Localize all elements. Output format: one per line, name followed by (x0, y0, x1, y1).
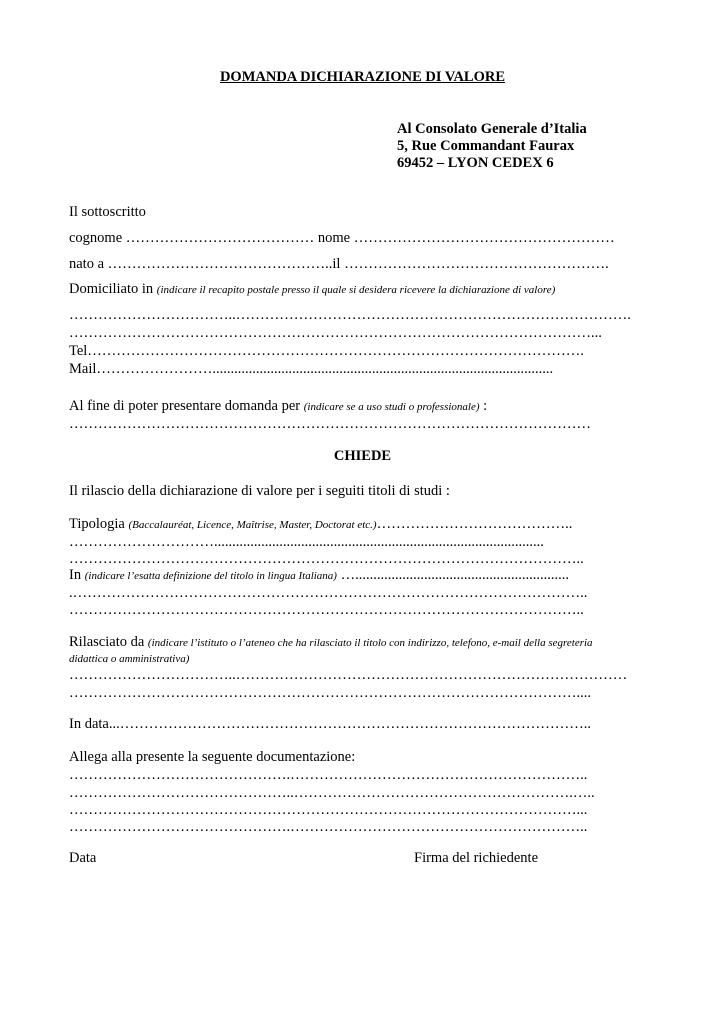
tel-line: Tel…………………………………………………………………………………………. (69, 343, 584, 359)
domicilio-dots-2: ………………………………………………………………………………………………... (69, 325, 602, 341)
sottoscritto-label: Il sottoscritto (69, 204, 146, 220)
chiede-heading: CHIEDE (333, 448, 392, 464)
rilascio-text: Il rilascio della dichiarazione di valore per i seguiti titoli di studi : (69, 483, 450, 499)
allega-text: Allega alla presente la seguente documentazione: (69, 749, 356, 765)
in-note: (indicare l’esatta definizione del titolo in lingua Italiana) (84, 570, 337, 582)
allega-dots-4: ……………………………………….…………………………………………………….. (69, 819, 588, 835)
domicilio-label: Domiciliato in (69, 281, 154, 297)
mail-line: Mail…………………….............................................................................................. (69, 361, 554, 377)
tipologia-line (69, 516, 572, 534)
domicilio-line (69, 281, 555, 299)
in-line (69, 567, 569, 585)
tipologia-dots-1: …………………………........................................................................................... (69, 534, 544, 550)
rilasciato-note-1: (indicare l’istituto o l’ateneo che ha rilasciato il titolo con indirizzo, telefono, e-mail della segreteria (147, 637, 593, 649)
domicilio-note: (indicare il recapito postale presso il quale si desidera ricevere la dichiarazione di valore) (156, 284, 556, 296)
nato-il-line: nato a ………………………………………..il ………………………………………………. (69, 256, 609, 272)
allega-dots-2: ………………………………………..………………………………………………….….. (69, 785, 595, 801)
allega-dots-3: ……………………………………………………………………………………………... (69, 802, 588, 818)
address-line-3: 69452 – LYON CEDEX 6 (397, 155, 554, 171)
rilasciato-note-line-2: didattica o amministrativa) (69, 653, 190, 665)
address-line-1: Al Consolato Generale d’Italia (397, 121, 587, 137)
rilasciato-dots-2: …………………………………………………………………………………………….... (69, 685, 591, 701)
tipologia-label: Tipologia (69, 516, 125, 532)
allega-dots-1: ……………………………………….…………………………………………………….. (69, 767, 588, 783)
in-label: In (69, 567, 82, 583)
domicilio-dots-1: ……………………………..………………………………………………………………………. (69, 307, 631, 323)
in-data-line: In data...…………………………………………………………………………………….. (69, 716, 591, 732)
firma-label: Firma del richiedente (414, 850, 539, 866)
tipologia-dots: ………………………………….. (376, 516, 573, 532)
rilasciato-label: Rilasciato da (69, 634, 145, 650)
in-dots-1: .…………………………………………………………………………………………….. (69, 585, 588, 601)
fine-dots: ……………………………………………………………………………………………… (69, 416, 591, 432)
cognome-nome-line: cognome ………………………………… nome ……………………………………………… (69, 230, 615, 246)
rilasciato-note-2: didattica o amministrativa (69, 653, 186, 665)
tipologia-note: (Baccalauréat, Licence, Maîtrise, Master, Doctorat etc.) (128, 519, 377, 531)
in-dots-2: …………………………………………………………………………………………….. (69, 602, 584, 618)
fine-colon: : (479, 398, 488, 414)
address-line-2: 5, Rue Commandant Faurax (397, 138, 575, 154)
fine-label: Al fine di poter presentare domanda per (69, 398, 301, 414)
fine-line (69, 398, 487, 416)
data-label: Data (69, 850, 97, 866)
document-title: DOMANDA DICHIARAZIONE DI VALORE (219, 69, 506, 85)
rilasciato-dots-1: ……………………………..……………………………………………………………………… (69, 667, 628, 683)
in-dots: …........................................................... (340, 567, 569, 583)
tipologia-dots-2: …………………………………………………………………………………………….. (69, 551, 584, 567)
fine-note: (indicare se a uso studi o professionale) (303, 401, 480, 413)
